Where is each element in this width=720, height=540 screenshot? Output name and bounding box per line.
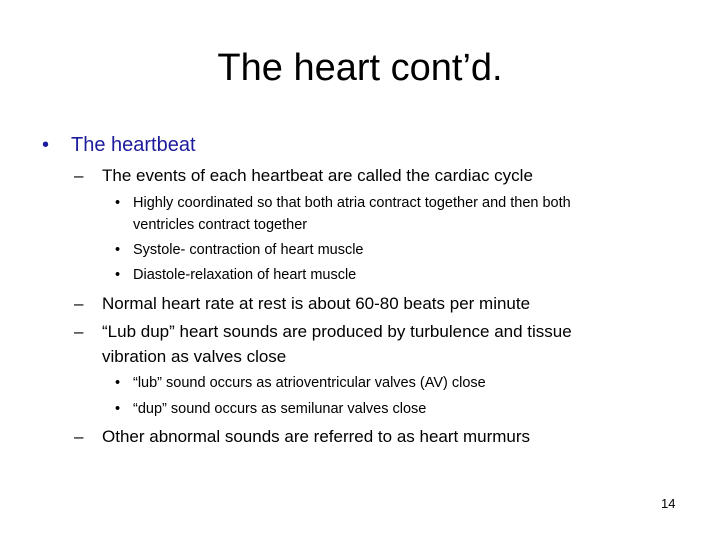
sub-bullet-marker: • — [115, 242, 121, 258]
page-number: 14 — [661, 496, 676, 511]
sub-bullet-marker: • — [115, 375, 121, 391]
bullet-murmurs: Other abnormal sounds are referred to as heart murmurs — [102, 427, 531, 446]
bullet-marker: • — [42, 134, 50, 156]
dash-marker: – — [74, 427, 84, 446]
bullet-lub-dup-line2: vibration as valves close — [102, 347, 287, 366]
sub-bullet-systole: Systole- contraction of heart muscle — [133, 242, 364, 258]
bullet-heartbeat: The heartbeat — [71, 134, 196, 156]
dash-marker: – — [74, 294, 84, 313]
sub-bullet-coordinated-line1: Highly coordinated so that both atria contract together and then both — [133, 195, 571, 211]
sub-bullet-lub: “lub” sound occurs as atrioventricular valves (AV) close — [133, 375, 486, 391]
sub-bullet-marker: • — [115, 267, 121, 283]
bullet-cardiac-cycle: The events of each heartbeat are called the cardiac cycle — [102, 166, 533, 185]
sub-bullet-dup: “dup” sound occurs as semilunar valves close — [133, 401, 427, 417]
sub-bullet-coordinated-line2: ventricles contract together — [133, 217, 308, 233]
sub-bullet-diastole: Diastole-relaxation of heart muscle — [133, 267, 357, 283]
dash-marker: – — [74, 322, 84, 341]
dash-marker: – — [74, 166, 84, 185]
bullet-normal-rate: Normal heart rate at rest is about 60-80 beats per minute — [102, 294, 531, 313]
sub-bullet-marker: • — [115, 195, 121, 211]
bullet-lub-dup-line1: “Lub dup” heart sounds are produced by turbulence and tissue — [102, 322, 572, 341]
slide-title: The heart cont’d. — [217, 47, 503, 89]
sub-bullet-marker: • — [115, 401, 121, 417]
